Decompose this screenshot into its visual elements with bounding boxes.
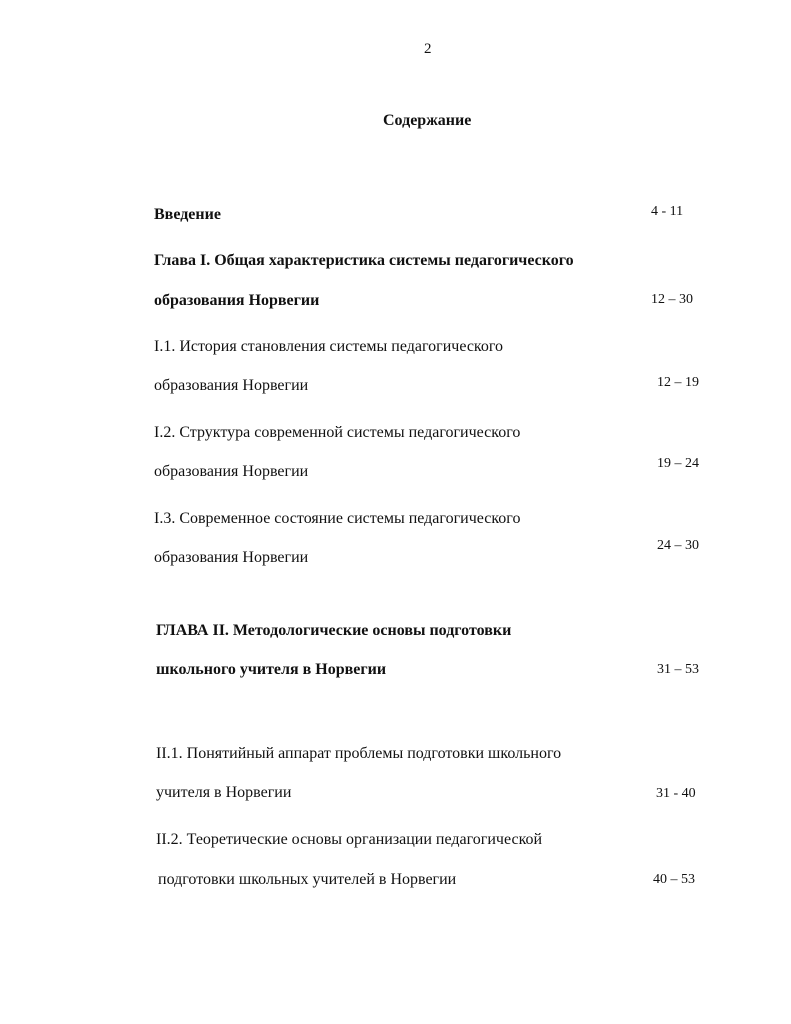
toc-entry-introduction: Введение xyxy=(154,206,221,223)
toc-pages-section-1-3: 24 – 30 xyxy=(657,538,699,553)
toc-pages-chapter-1: 12 – 30 xyxy=(651,292,693,307)
toc-entry-section-1-3-line2: образования Норвегии xyxy=(154,549,309,566)
page-number: 2 xyxy=(424,41,432,57)
toc-pages-section-1-2: 19 – 24 xyxy=(657,456,699,471)
toc-entry-section-2-1-line1: II.1. Понятийный аппарат проблемы подготовки школьного xyxy=(156,745,562,762)
toc-entry-section-1-2-line2: образования Норвегии xyxy=(154,463,309,480)
toc-entry-section-2-2-line1: II.2. Теоретические основы организации педагогической xyxy=(156,831,543,848)
toc-entry-section-1-3-line1: I.3. Современное состояние системы педагогического xyxy=(154,510,521,527)
toc-pages-introduction: 4 - 11 xyxy=(651,204,684,219)
toc-pages-section-2-1: 31 - 40 xyxy=(656,786,696,801)
toc-pages-section-1-1: 12 – 19 xyxy=(657,375,699,390)
toc-entry-chapter-1-line1: Глава I. Общая характеристика системы педагогического xyxy=(154,252,574,269)
toc-entry-chapter-2-line2: школьного учителя в Норвегии xyxy=(156,661,387,678)
toc-entry-section-1-1-line2: образования Норвегии xyxy=(154,377,309,394)
toc-pages-section-2-2: 40 – 53 xyxy=(653,872,695,887)
toc-title: Содержание xyxy=(383,112,472,129)
toc-entry-chapter-2-line1: ГЛАВА II. Методологические основы подготовки xyxy=(156,622,512,639)
toc-entry-chapter-1-line2: образования Норвегии xyxy=(154,292,320,309)
toc-entry-section-1-1-line1: I.1. История становления системы педагогического xyxy=(154,338,504,355)
toc-entry-section-1-2-line1: I.2. Структура современной системы педагогического xyxy=(154,424,521,441)
toc-pages-chapter-2: 31 – 53 xyxy=(657,662,699,677)
toc-entry-section-2-1-line2: учителя в Норвегии xyxy=(156,784,292,801)
toc-entry-section-2-2-line2: подготовки школьных учителей в Норвегии xyxy=(158,871,457,888)
